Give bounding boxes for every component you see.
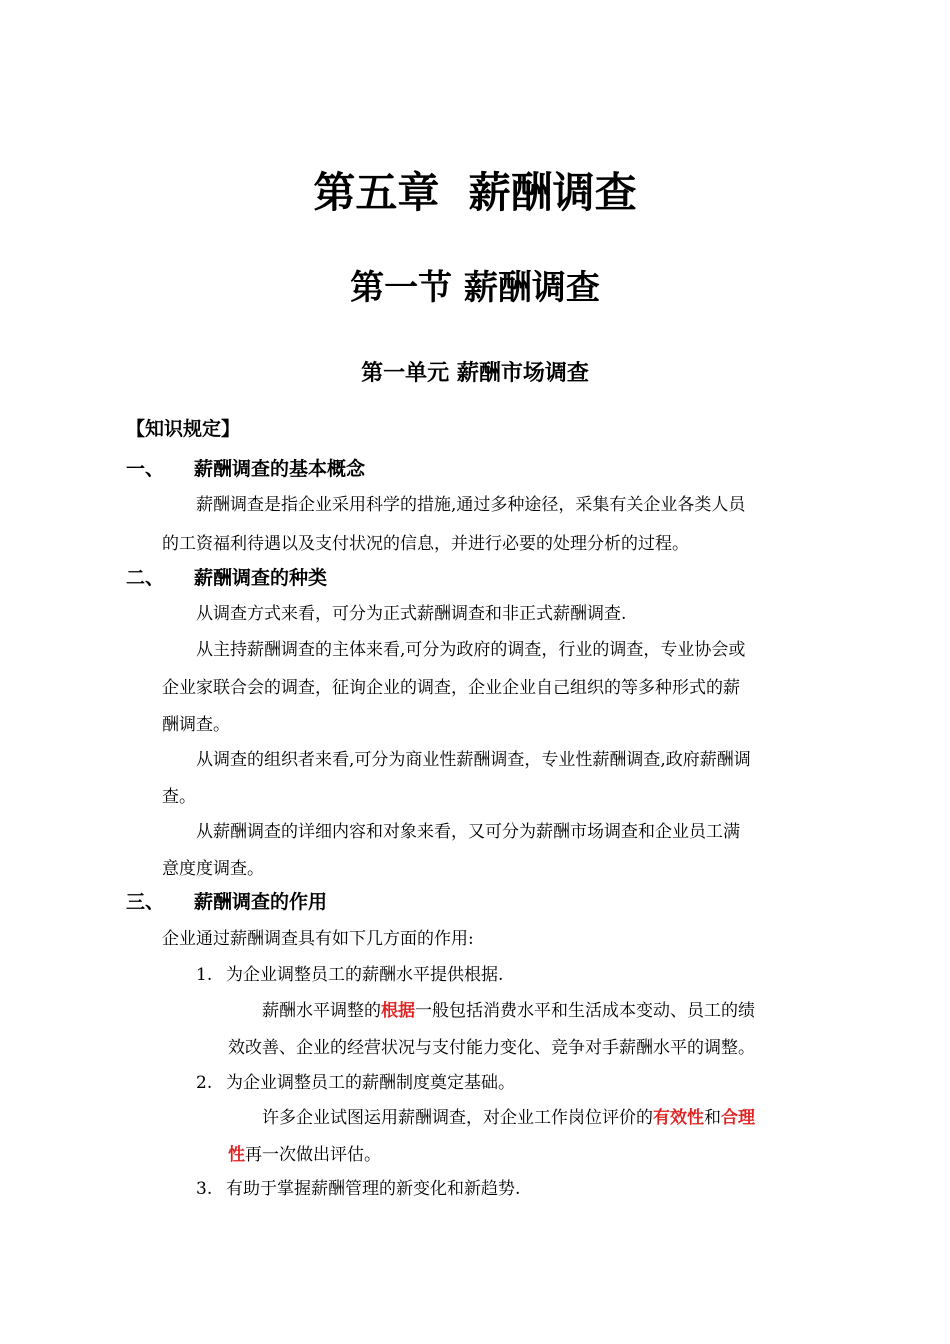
- paragraph-line: 酬调查。: [162, 715, 230, 735]
- list-item-number: 2.: [196, 1073, 213, 1093]
- heading-number: 一、: [126, 458, 165, 480]
- heading-part-3: [126, 887, 327, 914]
- paragraph-line: 从主持薪酬调查的主体来看,可分为政府的调查，行业的调查，专业协会或: [196, 640, 746, 660]
- heading-text: 薪酬调查的种类: [194, 567, 328, 589]
- heading-text: 薪酬调查的基本概念: [194, 458, 366, 480]
- heading-part-2: [126, 563, 327, 590]
- list-item-text: 为企业调整员工的薪酬制度奠定基础。: [226, 1073, 515, 1093]
- paragraph-line: 效改善、企业的经营状况与支付能力变化、竞争对手薪酬水平的调整。: [228, 1038, 755, 1058]
- text-run: 薪酬水平调整的: [262, 1001, 381, 1021]
- paragraph-line: 的工资福利待遇以及支付状况的信息，并进行必要的处理分析的过程。: [162, 534, 689, 554]
- list-item: [196, 1174, 520, 1199]
- text-run: 许多企业试图运用薪酬调查，对企业工作岗位评价的: [262, 1108, 653, 1128]
- list-item: [196, 960, 503, 985]
- paragraph-line: 从调查方式来看，可分为正式薪酬调查和非正式薪酬调查.: [196, 604, 627, 624]
- paragraph-line: [262, 996, 755, 1021]
- heading-part-1: [126, 454, 365, 481]
- heading-number: 三、: [126, 891, 165, 913]
- highlight-text: 合理: [721, 1108, 755, 1128]
- highlight-text: 有效性: [653, 1108, 704, 1128]
- section-title: 第一节 薪酬调查: [350, 268, 600, 308]
- paragraph-line: [228, 1140, 381, 1165]
- paragraph-line: 企业家联合会的调查，征询企业的调查，企业企业自己组织的等多种形式的薪: [162, 678, 740, 698]
- paragraph-line: 企业通过薪酬调查具有如下几方面的作用:: [162, 929, 474, 949]
- text-run: 一般包括消费水平和生活成本变动、员工的绩: [415, 1001, 755, 1021]
- knowledge-label: 【知识规定】: [126, 418, 241, 440]
- list-item-text: 为企业调整员工的薪酬水平提供根据.: [226, 965, 504, 985]
- paragraph-line: [262, 1103, 755, 1128]
- highlight-text: 根据: [381, 1001, 415, 1021]
- list-item-text: 有助于掌握薪酬管理的新变化和新趋势.: [226, 1179, 521, 1199]
- list-item-number: 1.: [196, 965, 213, 985]
- chapter-title: 第五章 薪酬调查: [313, 168, 637, 217]
- text-run: 和: [704, 1108, 721, 1128]
- unit-title: 第一单元 薪酬市场调查: [361, 361, 589, 386]
- paragraph-line: 薪酬调查是指企业采用科学的措施,通过多种途径，采集有关企业各类人员: [196, 495, 746, 515]
- list-item-number: 3.: [196, 1179, 213, 1199]
- list-item: [196, 1068, 515, 1093]
- paragraph-line: 从调查的组织者来看,可分为商业性薪酬调查，专业性薪酬调查,政府薪酬调: [196, 750, 751, 770]
- text-run: 再一次做出评估。: [245, 1145, 381, 1165]
- heading-number: 二、: [126, 567, 165, 589]
- highlight-text: 性: [228, 1145, 245, 1165]
- paragraph-line: 意度度调查。: [162, 859, 264, 879]
- paragraph-line: 从薪酬调查的详细内容和对象来看，又可分为薪酬市场调查和企业员工满: [196, 822, 740, 842]
- paragraph-line: 查。: [162, 787, 196, 807]
- heading-text: 薪酬调查的作用: [194, 891, 328, 913]
